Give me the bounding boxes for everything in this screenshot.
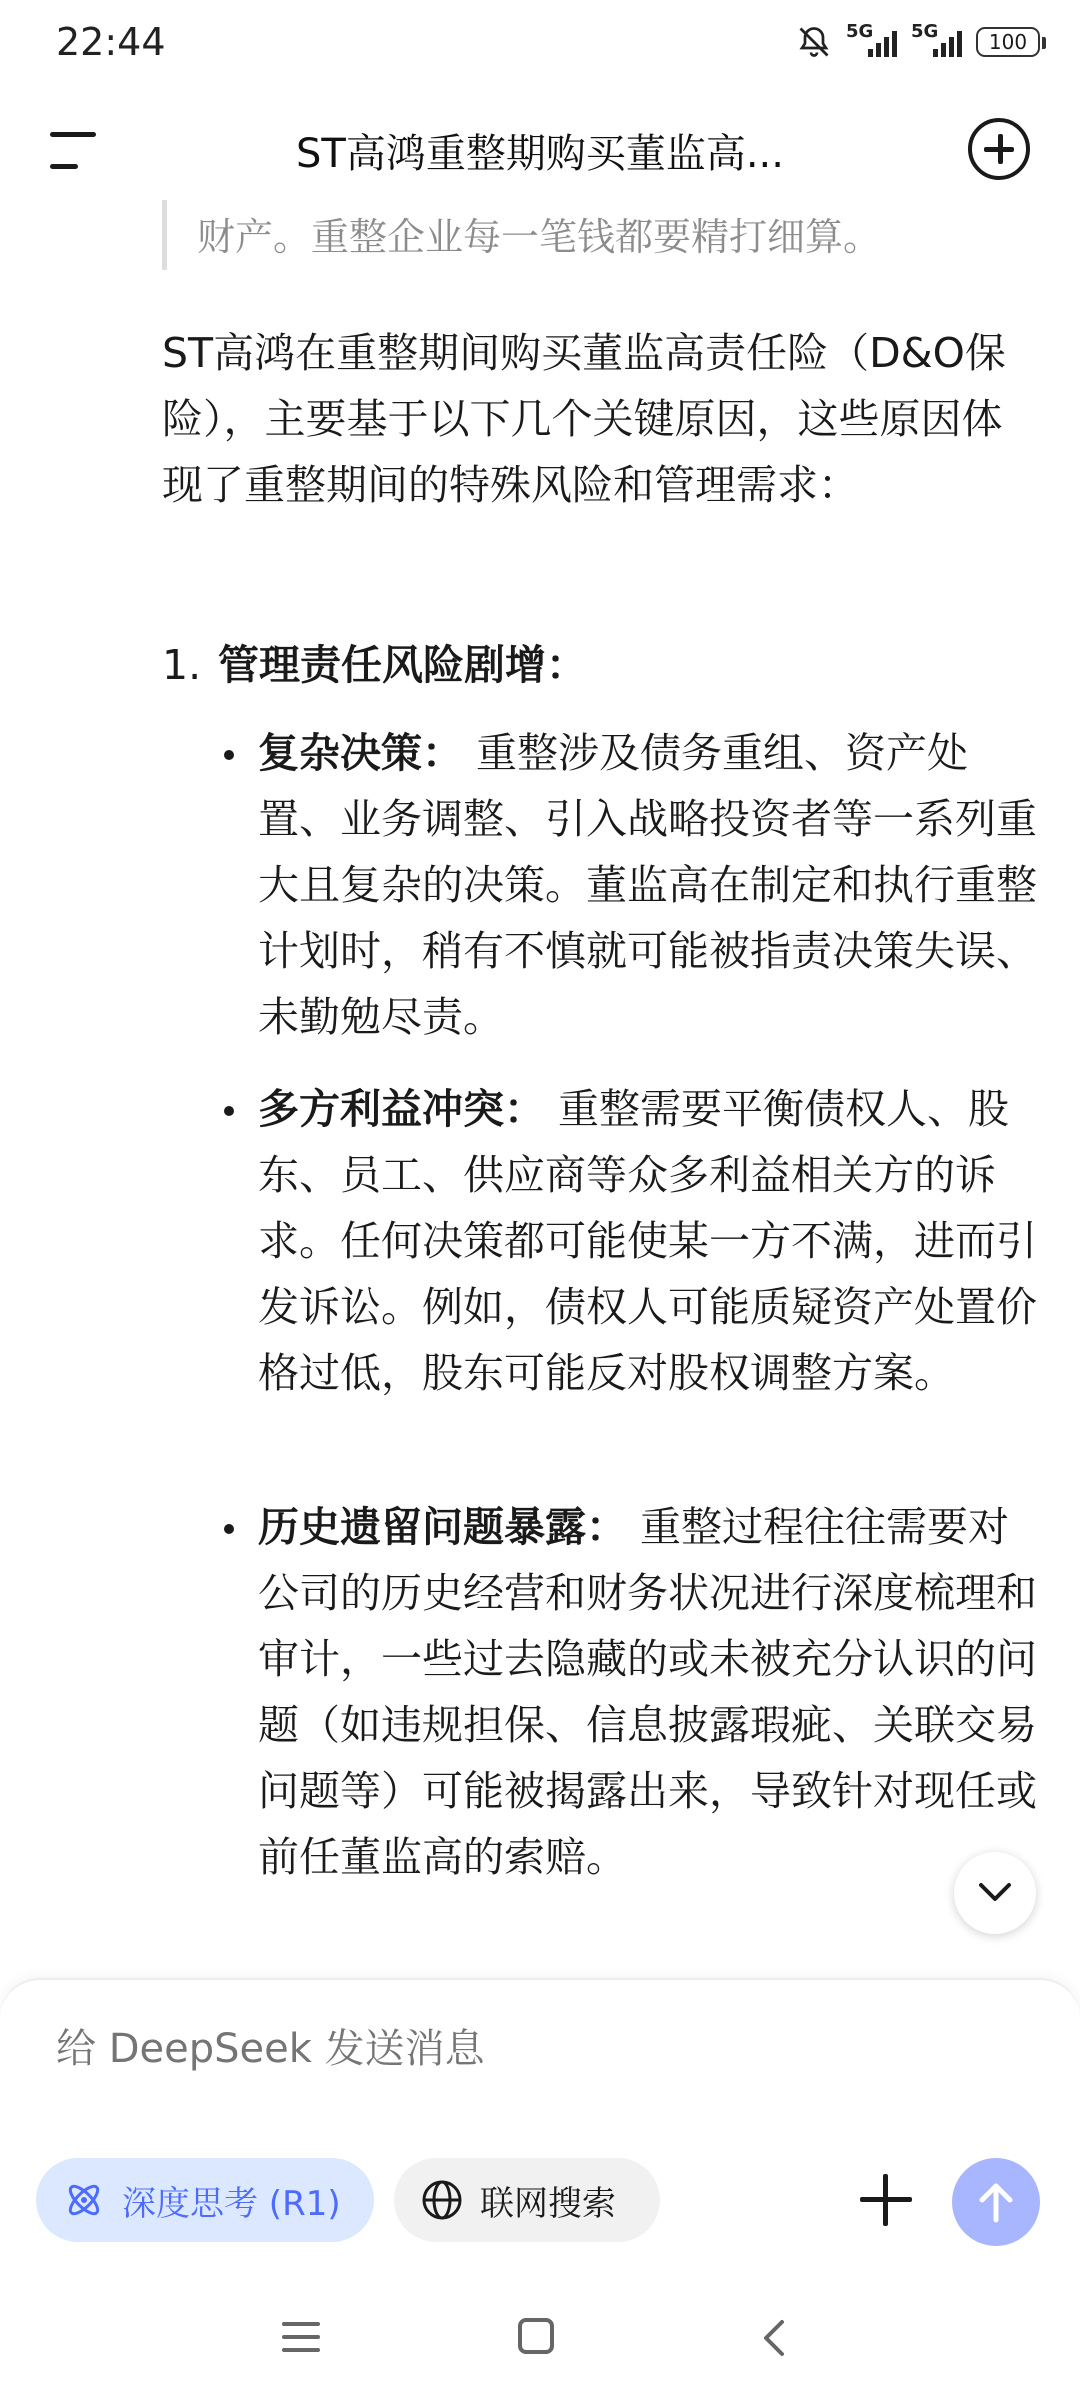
recent-apps-icon[interactable]	[282, 2320, 320, 2354]
battery-icon	[976, 27, 1040, 57]
chat-title: ST高鸿重整期购买董监高...	[296, 131, 784, 177]
signal-icon	[911, 21, 962, 57]
network-type-2: 5G	[911, 21, 939, 42]
quote-block: 财产。重整企业每一笔钱都要精打细算。	[162, 200, 1042, 270]
deep-think-toggle[interactable]	[36, 2158, 374, 2242]
scroll-to-bottom-button[interactable]	[954, 1852, 1036, 1934]
chevron-down-icon	[975, 1875, 1015, 1911]
bullet-label: 复杂决策：	[258, 729, 463, 777]
atom-icon	[62, 2178, 106, 2222]
bullet-text: 重整需要平衡债权人、股东、员工、供应商等众多利益相关方的诉求。任何决策都可能使某一方不满，进而引发诉讼。例如，债权人可能质疑资产处置价格过低，股东可能反对股权调整方案。	[258, 1085, 1037, 1397]
network-type-1: 5G	[846, 21, 874, 42]
web-search-toggle[interactable]	[394, 2158, 660, 2242]
globe-icon	[420, 2178, 464, 2222]
new-chat-icon[interactable]	[968, 118, 1030, 180]
home-icon[interactable]	[518, 2318, 554, 2354]
bullet-item	[258, 1076, 1038, 1406]
status-time: 22:44	[56, 20, 166, 64]
deep-think-label: 深度思考 (R1)	[122, 2183, 341, 2224]
send-button[interactable]	[952, 2158, 1040, 2246]
bullet-item	[258, 1494, 1038, 1890]
list-title: 管理责任风险剧增：	[218, 641, 587, 689]
plus-icon[interactable]	[856, 2170, 916, 2230]
status-icons	[796, 21, 1040, 60]
bullet-label: 历史遗留问题暴露：	[258, 1503, 627, 1551]
system-navigation-bar	[0, 2280, 1080, 2390]
intro-paragraph: ST高鸿在重整期间购买董监高责任险（D&O保险），主要基于以下几个关键原因，这些原因体现了重整期间的特殊风险和管理需求：	[162, 329, 1006, 509]
web-search-label: 联网搜索	[480, 2183, 616, 2224]
status-bar	[0, 0, 1080, 90]
bullet-text: 重整过程往往需要对公司的历史经营和财务状况进行深度梳理和审计，一些过去隐藏的或未被充分认识的问题（如违规担保、信息披露瑕疵、关联交易问题等）可能被揭露出来，导致针对现任或前任董监高的索赔。	[258, 1503, 1037, 1881]
list-item	[162, 632, 587, 698]
send-arrow-icon	[974, 2178, 1018, 2226]
back-icon[interactable]	[756, 2318, 790, 2358]
bullet-item	[258, 720, 1038, 1050]
signal-icon	[846, 21, 897, 57]
bullet-label: 多方利益冲突：	[258, 1085, 545, 1133]
list-number: 1.	[162, 641, 202, 689]
message-input[interactable]	[56, 2026, 956, 2072]
bell-off-icon	[796, 24, 832, 60]
chat-header	[0, 100, 1080, 200]
battery-level: 100	[988, 30, 1028, 54]
chat-content[interactable]	[0, 200, 1080, 1980]
bullet-text: 重整涉及债务重组、资产处置、业务调整、引入战略投资者等一系列重大且复杂的决策。董监高在制定和执行重整计划时，稍有不慎就可能被指责决策失误、未勤勉尽责。	[258, 729, 1037, 1041]
